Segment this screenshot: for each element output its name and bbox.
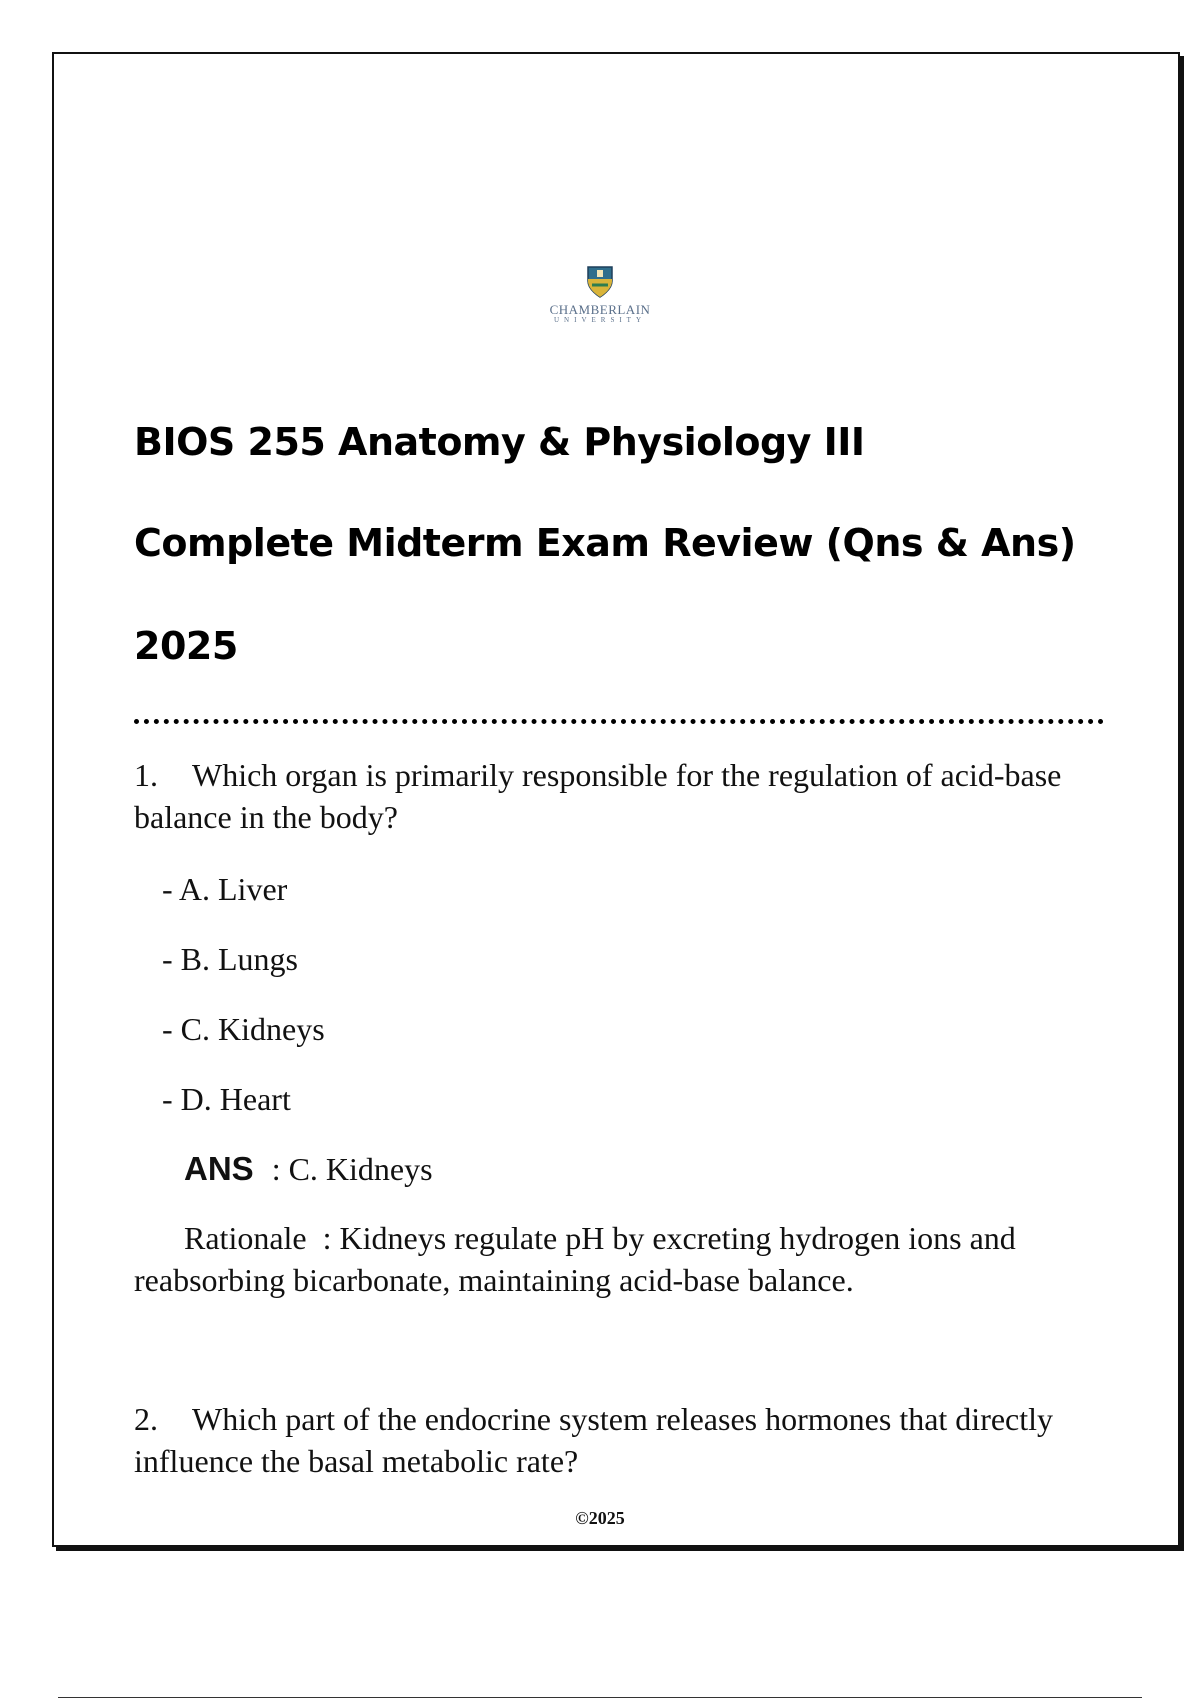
- option-b: - B. Lungs: [162, 941, 298, 977]
- document-title-line-1: BIOS 255 Anatomy & Physiology III: [134, 420, 865, 464]
- option-d: - D. Heart: [162, 1081, 291, 1117]
- dotted-divider: [134, 719, 1104, 724]
- copyright-footer: ©2025: [575, 1508, 625, 1528]
- rationale-label: Rationale: [184, 1220, 307, 1256]
- answer-value: : C. Kidneys: [271, 1151, 433, 1187]
- document-title-line-2: Complete Midterm Exam Review (Qns & Ans): [134, 521, 1076, 565]
- answer-label: ANS: [184, 1150, 254, 1187]
- university-logo: [520, 265, 680, 324]
- rationale: [134, 1217, 1094, 1301]
- document-title-year: 2025: [134, 624, 238, 668]
- question-number: 2.: [134, 1401, 158, 1437]
- option-c: - C. Kidneys: [162, 1011, 325, 1047]
- answer-line: [184, 1148, 433, 1190]
- bottom-divider: [58, 1697, 1142, 1698]
- question-text: Which part of the endocrine system releases hormones that directly influence the basal metabolic rate?: [134, 1401, 1054, 1479]
- shield-icon: [586, 265, 614, 299]
- question-text: Which organ is primarily responsible for the regulation of acid-base balance in the body?: [134, 757, 1062, 835]
- question-2: [134, 1398, 1094, 1482]
- question-number: 1.: [134, 757, 158, 793]
- logo-name: CHAMBERLAIN: [549, 302, 651, 317]
- rationale-text: : Kidneys regulate pH by excreting hydrogen ions and reabsorbing bicarbonate, maintaining acid-base balance.: [134, 1220, 1016, 1298]
- option-a: - A. Liver: [162, 871, 288, 907]
- question-1: [134, 754, 1094, 838]
- logo-subtitle: UNIVERSITY: [554, 316, 646, 324]
